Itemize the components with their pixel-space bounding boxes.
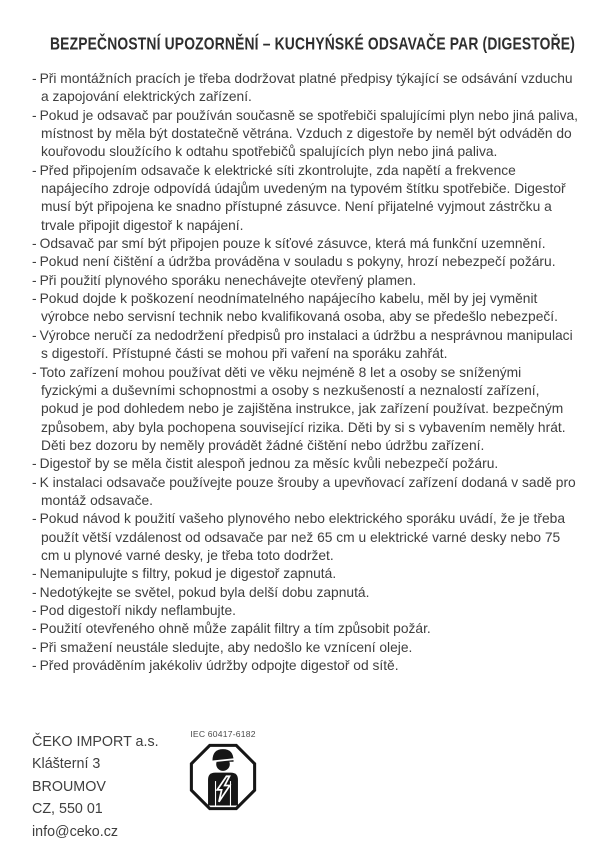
warning-text: Nemanipulujte s filtry, pokud je digestoř zapnutá.	[39, 566, 337, 582]
warning-text: Pokud dojde k poškození neodnímatelného napájecího kabelu, měl by jej vyměnit výrobce nebo servisní technik nebo kvalifikovaná osoba, aby se předešlo nebezpečí.	[39, 291, 558, 325]
bullet-marker: -	[32, 162, 37, 178]
address-line: info@ceko.cz	[32, 823, 119, 840]
bullet-marker: -	[32, 658, 37, 673]
bullet-marker: -	[32, 566, 37, 582]
warning-text: Pod digestoří nikdy neflambujte.	[39, 602, 236, 618]
bullet-marker: -	[32, 584, 37, 600]
address-line: Klášterní 3	[32, 756, 101, 773]
warning-text: Při montážních pracích je třeba dodržovat platné předpisy týkající se odsávání vzduchu a zapojování elektrických zařízení.	[39, 71, 573, 105]
warning-text: Před prováděním jakékoliv údržby odpojte digestoř od sítě.	[39, 658, 399, 673]
bullet-marker: -	[32, 364, 37, 380]
bullet-marker: -	[32, 254, 37, 270]
warning-text: Digestoř by se měla čistit alespoň jednou za měsíc kvůli nebezpečí požáru.	[39, 456, 499, 472]
warning-item	[32, 620, 580, 638]
warning-item	[32, 235, 580, 253]
warning-text: Pokud návod k použití vašeho plynového nebo elektrického sporáku uvádí, že je třeba použít větší vzdálenost od odsavače par než 65 cm u elektrické varné desky nebo 75 cm u plynové varné desky, je třeba toto dodržet.	[39, 511, 565, 563]
warning-item	[32, 639, 580, 657]
warning-item	[32, 107, 580, 162]
bullet-marker: -	[32, 474, 37, 490]
address-line: ČEKO IMPORT a.s.	[32, 734, 159, 750]
warning-item	[32, 565, 580, 583]
bullet-marker: -	[32, 327, 37, 343]
warning-text: Při použití plynového sporáku nenechávejte otevřený plamen.	[39, 272, 417, 288]
cert-standard-label: IEC 60417-6182	[190, 729, 256, 739]
warning-item	[32, 272, 580, 290]
warning-item	[32, 455, 580, 473]
cert-symbol-block	[180, 729, 266, 811]
warning-item	[32, 327, 580, 364]
warning-item	[32, 474, 580, 511]
page-title-text: BEZPEČNOSTNÍ UPOZORNĚNÍ – KUCHYŃSKÉ ODSAVAČE PAR (DIGESTOŘE)	[50, 34, 576, 54]
warning-item	[32, 70, 580, 107]
warning-text: Výrobce neručí za nedodržení předpisů pro instalaci a údržbu a nesprávnou manipulaci s digestoří. Přístupné části se mohou při vaření na sporáku zahřát.	[39, 327, 573, 362]
warning-item	[32, 364, 580, 456]
warning-text: K instalaci odsavače používejte pouze šrouby a upevňovací zařízení dodaná v sadě pro montáž odsavače.	[39, 474, 576, 508]
bullet-marker: -	[32, 107, 37, 123]
warning-item	[32, 602, 580, 620]
warning-item	[32, 253, 580, 271]
bullet-marker: -	[32, 602, 37, 618]
bullet-marker: -	[32, 71, 37, 86]
warning-text: Pokud je odsavač par používán současně se spotřebiči spalujícími plyn nebo jiná paliva, místnost by měla být dostatečně větrána. Vzduch z digestoře by neměl být odváděn do kouřovodu sloužícího k odtahu spotřebičů spalujících plyn nebo jiná paliva.	[39, 107, 579, 160]
warning-text: Nedotýkejte se světel, pokud byla delší dobu zapnutá.	[39, 584, 370, 600]
warning-item	[32, 510, 580, 565]
company-address-block	[32, 731, 159, 843]
bullet-marker: -	[32, 621, 37, 637]
warning-list	[32, 70, 580, 675]
warning-text: Použití otevřeného ohně může zapálit filtry a tím způsobit požár.	[39, 621, 431, 637]
warning-item	[32, 162, 580, 235]
address-line: BROUMOV	[32, 778, 106, 795]
warning-item	[32, 290, 580, 327]
page-title	[0, 35, 605, 54]
bullet-marker: -	[32, 272, 37, 288]
bullet-marker: -	[32, 511, 37, 527]
warning-text: Pokud není čištění a údržba prováděna v souladu s pokyny, hrozí nebezpečí požáru.	[39, 254, 556, 270]
warning-item	[32, 584, 580, 602]
bullet-marker: -	[32, 236, 37, 252]
warning-text: Odsavač par smí být připojen pouze k síťové zásuvce, která má funkční uzemnění.	[39, 236, 546, 252]
warning-item	[32, 657, 580, 675]
warning-text: Při smažení neustále sledujte, aby nedošlo ke vznícení oleje.	[39, 639, 413, 655]
bullet-marker: -	[32, 456, 37, 472]
address-line: CZ, 550 01	[32, 801, 103, 818]
warning-text: Toto zařízení mohou používat děti ve věku nejméně 8 let a osoby se sníženými fyzickými a duševními schopnostmi a osoby s nezkušeností a neznalostí zařízení, pokud je pod dohledem nebo je zajištěna instrukce, jak zařízení používat. bezpečným způsobem, aby byla pochopena související rizika. Děti by si s vybavením neměly hrát. Děti bez dozoru by neměly provádět žádné čištění nebo údržbu zařízení.	[39, 364, 566, 453]
bullet-marker: -	[32, 291, 37, 307]
arm-line-left	[215, 781, 216, 805]
bullet-marker: -	[32, 639, 37, 655]
electrician-icon	[189, 743, 257, 811]
warning-text: Před připojením odsavače k elektrické síti zkontrolujte, zda napětí a frekvence napájecího zdroje odpovídá údajům uvedeným na typovém štítku spotřebiče. Digestoř musí být připojena ke snadno přístupné zásuvce. Není přijatelné vyjmout zástrčku a trvale připojit digestoř k napájení.	[39, 162, 566, 233]
